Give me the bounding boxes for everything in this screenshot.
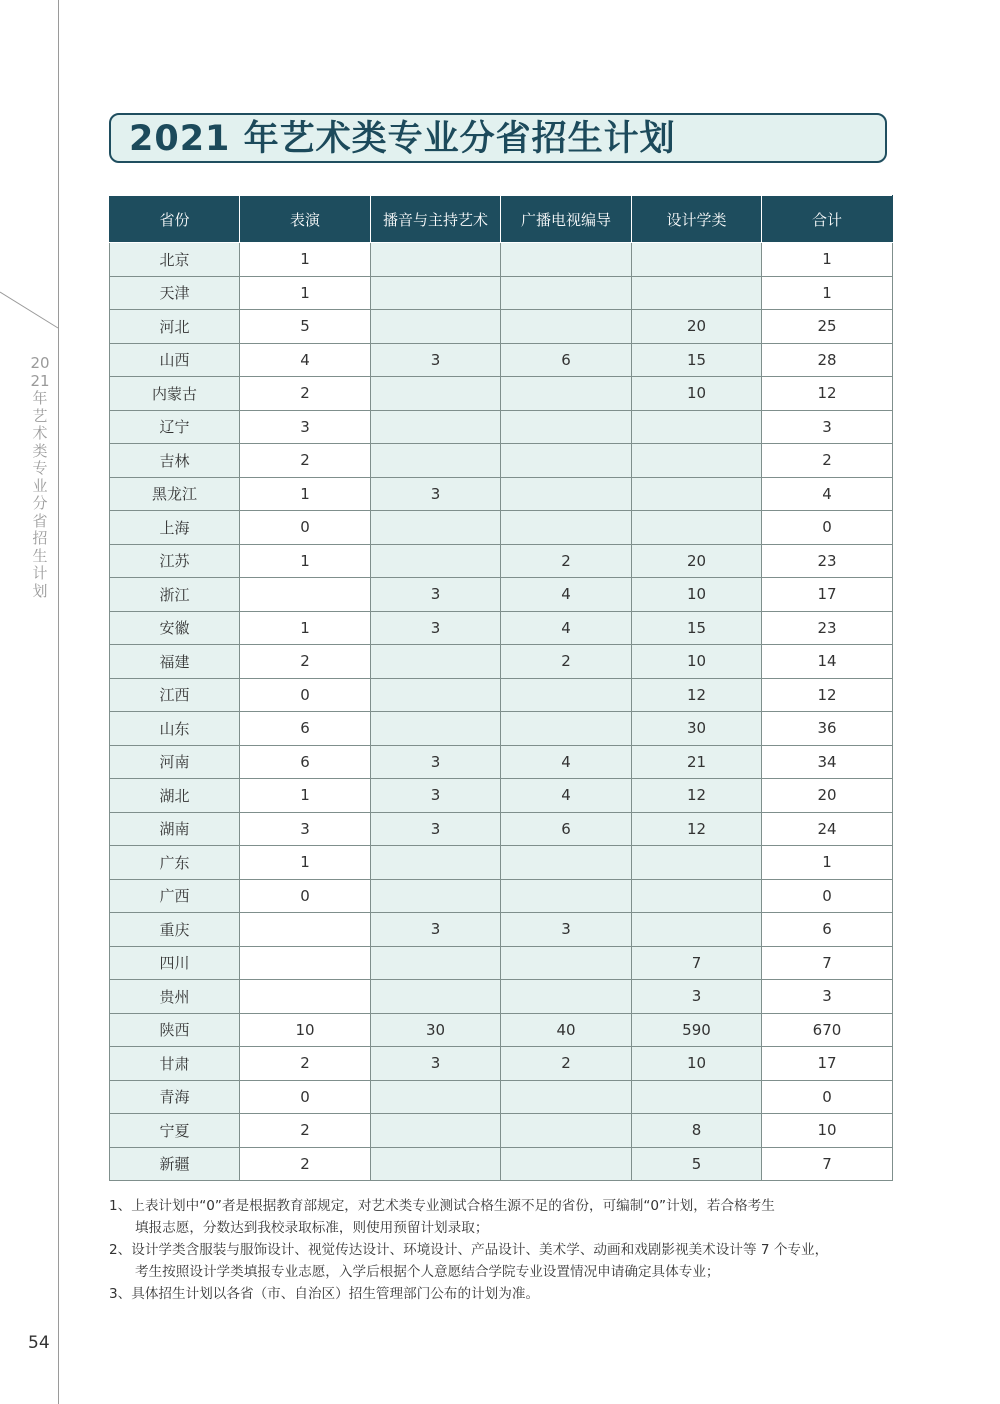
cell-performance: 2: [240, 377, 371, 411]
cell-tv-directing: [501, 1147, 632, 1181]
cell-design: [632, 444, 762, 478]
cell-total: 0: [762, 879, 893, 913]
cell-province: 北京: [110, 243, 240, 277]
cell-design: 20: [632, 544, 762, 578]
cell-total: 1: [762, 846, 893, 880]
cell-design: 20: [632, 310, 762, 344]
cell-total: 23: [762, 611, 893, 645]
cell-performance: 3: [240, 812, 371, 846]
cell-total: 1: [762, 276, 893, 310]
table-row: [110, 243, 893, 277]
cell-design: 15: [632, 343, 762, 377]
cell-broadcasting-hosting: [371, 310, 501, 344]
cell-performance: 0: [240, 879, 371, 913]
cell-total: 0: [762, 1080, 893, 1114]
cell-broadcasting-hosting: [371, 1080, 501, 1114]
header-tv-directing: 广播电视编导: [501, 196, 632, 243]
cell-tv-directing: [501, 444, 632, 478]
cell-design: 30: [632, 712, 762, 746]
cell-broadcasting-hosting: [371, 946, 501, 980]
footnote-1: 1、上表计划中“0”者是根据教育部规定，对艺术类专业测试合格生源不足的省份，可编制“0”计划，若合格考生: [109, 1198, 775, 1214]
table-row: [110, 611, 893, 645]
cell-province: 贵州: [110, 980, 240, 1014]
cell-broadcasting-hosting: 3: [371, 812, 501, 846]
cell-broadcasting-hosting: [371, 879, 501, 913]
cell-tv-directing: [501, 410, 632, 444]
cell-total: 6: [762, 913, 893, 947]
cell-total: 0: [762, 511, 893, 545]
cell-broadcasting-hosting: [371, 377, 501, 411]
cell-province: 浙江: [110, 578, 240, 612]
footnote-3: 3、具体招生计划以各省（市、自治区）招生管理部门公布的计划为准。: [109, 1286, 540, 1302]
header-performance: 表演: [240, 196, 371, 243]
cell-performance: 0: [240, 678, 371, 712]
enrollment-plan-table: [109, 195, 893, 1181]
cell-total: 4: [762, 477, 893, 511]
cell-design: [632, 410, 762, 444]
footnote-1-continued: 填报志愿，分数达到我校录取标准，则使用预留计划录取；: [135, 1220, 489, 1236]
cell-total: 1: [762, 243, 893, 277]
cell-performance: 10: [240, 1013, 371, 1047]
cell-performance: 1: [240, 611, 371, 645]
table-row: [110, 377, 893, 411]
cell-tv-directing: [501, 946, 632, 980]
table-row: [110, 1080, 893, 1114]
title-banner: [109, 113, 887, 163]
table-row: [110, 343, 893, 377]
cell-design: 12: [632, 812, 762, 846]
cell-tv-directing: [501, 243, 632, 277]
table-row: [110, 1114, 893, 1148]
cell-tv-directing: [501, 1080, 632, 1114]
header-broadcasting-hosting: 播音与主持艺术: [371, 196, 501, 243]
cell-province: 吉林: [110, 444, 240, 478]
cell-performance: 1: [240, 477, 371, 511]
cell-design: 590: [632, 1013, 762, 1047]
cell-design: 10: [632, 645, 762, 679]
cell-broadcasting-hosting: 3: [371, 578, 501, 612]
cell-total: 17: [762, 578, 893, 612]
cell-total: 34: [762, 745, 893, 779]
table-row: [110, 1147, 893, 1181]
header-province: 省份: [110, 196, 240, 243]
cell-province: 山东: [110, 712, 240, 746]
cell-total: 3: [762, 410, 893, 444]
cell-performance: 6: [240, 745, 371, 779]
cell-tv-directing: 4: [501, 611, 632, 645]
cell-province: 宁夏: [110, 1114, 240, 1148]
cell-design: [632, 879, 762, 913]
cell-design: 5: [632, 1147, 762, 1181]
cell-tv-directing: 2: [501, 645, 632, 679]
cell-tv-directing: 4: [501, 578, 632, 612]
cell-performance: 2: [240, 1114, 371, 1148]
cell-performance: 2: [240, 1047, 371, 1081]
cell-province: 广东: [110, 846, 240, 880]
cell-total: 14: [762, 645, 893, 679]
cell-broadcasting-hosting: 3: [371, 343, 501, 377]
cell-province: 天津: [110, 276, 240, 310]
cell-design: 12: [632, 678, 762, 712]
cell-broadcasting-hosting: [371, 1147, 501, 1181]
cell-broadcasting-hosting: [371, 980, 501, 1014]
cell-design: [632, 477, 762, 511]
cell-total: 24: [762, 812, 893, 846]
cell-province: 重庆: [110, 913, 240, 947]
table-row: [110, 276, 893, 310]
cell-design: [632, 1080, 762, 1114]
cell-performance: 0: [240, 511, 371, 545]
cell-tv-directing: 4: [501, 745, 632, 779]
cell-province: 新疆: [110, 1147, 240, 1181]
cell-performance: [240, 946, 371, 980]
page-number: 54: [28, 1333, 50, 1353]
table-row: [110, 846, 893, 880]
table-header-row: [110, 196, 893, 243]
cell-design: 10: [632, 578, 762, 612]
footnote-2: 2、设计学类含服装与服饰设计、视觉传达设计、环境设计、产品设计、美术学、动画和戏剧影视美术设计等 7 个专业，: [109, 1242, 829, 1258]
cell-broadcasting-hosting: [371, 678, 501, 712]
table-row: [110, 477, 893, 511]
table-row: [110, 1047, 893, 1081]
cell-province: 河南: [110, 745, 240, 779]
cell-performance: [240, 913, 371, 947]
cell-design: [632, 913, 762, 947]
cell-broadcasting-hosting: 3: [371, 745, 501, 779]
footnotes: [109, 1195, 899, 1305]
cell-performance: 1: [240, 779, 371, 813]
cell-province: 上海: [110, 511, 240, 545]
cell-broadcasting-hosting: 3: [371, 913, 501, 947]
cell-total: 2: [762, 444, 893, 478]
cell-total: 20: [762, 779, 893, 813]
cell-tv-directing: [501, 377, 632, 411]
header-total: 合计: [762, 196, 893, 243]
table-row: [110, 812, 893, 846]
cell-tv-directing: 3: [501, 913, 632, 947]
cell-performance: 1: [240, 846, 371, 880]
cell-broadcasting-hosting: 3: [371, 611, 501, 645]
cell-broadcasting-hosting: [371, 511, 501, 545]
margin-corner-line: [0, 0, 60, 340]
cell-performance: 2: [240, 645, 371, 679]
cell-total: 25: [762, 310, 893, 344]
page-title: 2021 年艺术类专业分省招生计划: [129, 119, 676, 159]
cell-tv-directing: [501, 846, 632, 880]
cell-broadcasting-hosting: [371, 645, 501, 679]
cell-broadcasting-hosting: [371, 243, 501, 277]
cell-tv-directing: [501, 980, 632, 1014]
table-row: [110, 980, 893, 1014]
cell-performance: 1: [240, 544, 371, 578]
cell-performance: 5: [240, 310, 371, 344]
cell-province: 安徽: [110, 611, 240, 645]
table-row: [110, 1013, 893, 1047]
cell-province: 辽宁: [110, 410, 240, 444]
table-row: [110, 511, 893, 545]
cell-tv-directing: [501, 712, 632, 746]
cell-broadcasting-hosting: [371, 712, 501, 746]
cell-design: [632, 511, 762, 545]
cell-broadcasting-hosting: 3: [371, 779, 501, 813]
cell-province: 青海: [110, 1080, 240, 1114]
cell-province: 山西: [110, 343, 240, 377]
cell-design: 10: [632, 377, 762, 411]
cell-province: 福建: [110, 645, 240, 679]
cell-tv-directing: [501, 511, 632, 545]
cell-performance: 2: [240, 1147, 371, 1181]
cell-broadcasting-hosting: [371, 544, 501, 578]
table-row: [110, 410, 893, 444]
cell-performance: 4: [240, 343, 371, 377]
cell-broadcasting-hosting: 3: [371, 477, 501, 511]
cell-total: 7: [762, 1147, 893, 1181]
cell-total: 12: [762, 678, 893, 712]
table-row: [110, 779, 893, 813]
table-body: [110, 243, 893, 1181]
cell-tv-directing: [501, 678, 632, 712]
cell-tv-directing: 4: [501, 779, 632, 813]
table-row: [110, 645, 893, 679]
cell-tv-directing: [501, 276, 632, 310]
cell-tv-directing: [501, 879, 632, 913]
table-row: [110, 578, 893, 612]
cell-tv-directing: [501, 310, 632, 344]
cell-design: 15: [632, 611, 762, 645]
table-row: [110, 913, 893, 947]
cell-broadcasting-hosting: [371, 444, 501, 478]
cell-design: [632, 243, 762, 277]
cell-province: 内蒙古: [110, 377, 240, 411]
cell-total: 670: [762, 1013, 893, 1047]
running-title: 2021 年艺术类专业分省招生计划: [30, 354, 50, 600]
cell-performance: [240, 980, 371, 1014]
cell-design: 12: [632, 779, 762, 813]
cell-total: 28: [762, 343, 893, 377]
cell-tv-directing: 6: [501, 812, 632, 846]
table-row: [110, 444, 893, 478]
cell-performance: 6: [240, 712, 371, 746]
cell-design: 3: [632, 980, 762, 1014]
cell-performance: [240, 578, 371, 612]
cell-performance: 0: [240, 1080, 371, 1114]
cell-province: 陕西: [110, 1013, 240, 1047]
table-row: [110, 879, 893, 913]
cell-broadcasting-hosting: [371, 410, 501, 444]
cell-broadcasting-hosting: 3: [371, 1047, 501, 1081]
cell-province: 河北: [110, 310, 240, 344]
cell-province: 四川: [110, 946, 240, 980]
cell-tv-directing: [501, 1114, 632, 1148]
cell-design: 8: [632, 1114, 762, 1148]
footnote-2-continued: 考生按照设计学类填报专业志愿，入学后根据个人意愿结合学院专业设置情况申请确定具体专业；: [135, 1264, 720, 1280]
cell-tv-directing: 2: [501, 1047, 632, 1081]
cell-province: 黑龙江: [110, 477, 240, 511]
cell-broadcasting-hosting: [371, 846, 501, 880]
cell-design: 21: [632, 745, 762, 779]
table-row: [110, 678, 893, 712]
table-row: [110, 310, 893, 344]
cell-total: 7: [762, 946, 893, 980]
cell-total: 3: [762, 980, 893, 1014]
cell-performance: 3: [240, 410, 371, 444]
cell-total: 23: [762, 544, 893, 578]
cell-province: 江苏: [110, 544, 240, 578]
cell-performance: 1: [240, 243, 371, 277]
header-design: 设计学类: [632, 196, 762, 243]
cell-tv-directing: 2: [501, 544, 632, 578]
cell-total: 12: [762, 377, 893, 411]
cell-total: 10: [762, 1114, 893, 1148]
cell-broadcasting-hosting: [371, 1114, 501, 1148]
cell-total: 36: [762, 712, 893, 746]
cell-total: 17: [762, 1047, 893, 1081]
cell-province: 湖北: [110, 779, 240, 813]
cell-tv-directing: [501, 477, 632, 511]
table-row: [110, 712, 893, 746]
cell-design: 7: [632, 946, 762, 980]
cell-performance: 2: [240, 444, 371, 478]
cell-province: 江西: [110, 678, 240, 712]
cell-design: 10: [632, 1047, 762, 1081]
table-row: [110, 946, 893, 980]
cell-province: 湖南: [110, 812, 240, 846]
cell-province: 广西: [110, 879, 240, 913]
cell-broadcasting-hosting: [371, 276, 501, 310]
table-row: [110, 544, 893, 578]
cell-performance: 1: [240, 276, 371, 310]
cell-tv-directing: 40: [501, 1013, 632, 1047]
cell-design: [632, 276, 762, 310]
cell-broadcasting-hosting: 30: [371, 1013, 501, 1047]
table-row: [110, 745, 893, 779]
cell-province: 甘肃: [110, 1047, 240, 1081]
cell-design: [632, 846, 762, 880]
cell-tv-directing: 6: [501, 343, 632, 377]
